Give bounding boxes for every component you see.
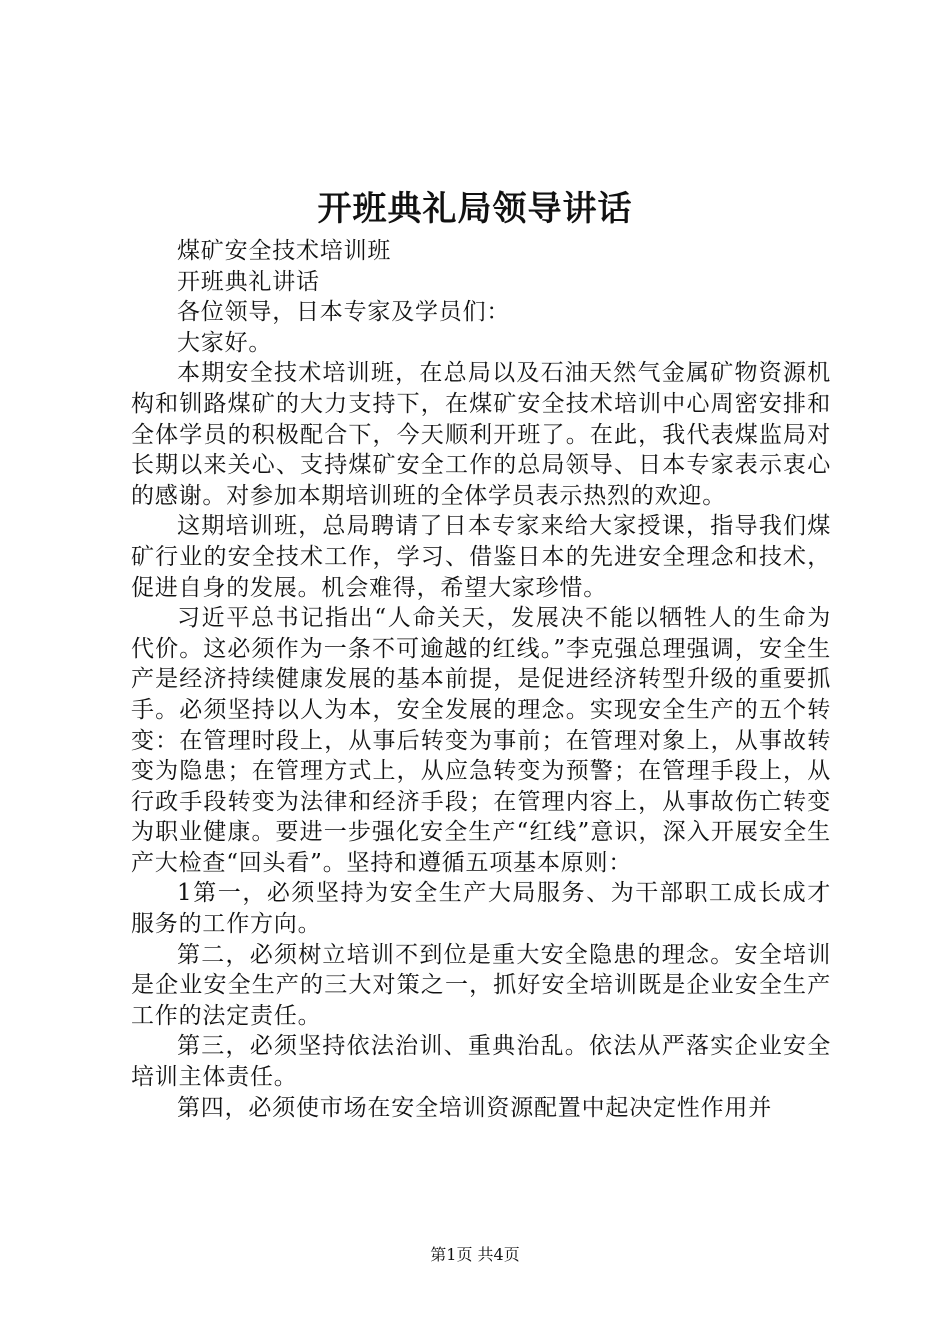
- document-body: [131, 236, 831, 1123]
- paragraph-speech-title: 开班典礼讲话: [177, 268, 320, 295]
- paragraph-principle-3: 第三，必须坚持依法治训、重典治乱。依法从严落实企业安全培训主体责任。: [131, 1033, 831, 1091]
- paragraph-opening: 本期安全技术培训班，在总局以及石油天然气金属矿物资源机构和钏路煤矿的大力支持下，在煤矿安全技术培训中心周密安排和全体学员的积极配合下，今天顺利开班了。在此，我代表煤监局对长期以来关心、支持煤矿安全工作的总局领导、日本专家表示衷心的感谢。对参加本期培训班的全体学员表示热烈的欢迎。: [131, 360, 831, 509]
- paragraph-salutation: 各位领导，日本专家及学员们：: [177, 299, 511, 326]
- paragraph-greeting: 大家好。: [177, 329, 273, 356]
- document-title: 开班典礼局领导讲话: [317, 189, 633, 229]
- paragraph-principle-2: 第二，必须树立培训不到位是重大安全隐患的理念。安全培训是企业安全生产的三大对策之一，抓好安全培训既是企业安全生产工作的法定责任。: [131, 941, 831, 1029]
- paragraph-course-name: 煤矿安全技术培训班: [177, 238, 392, 264]
- paragraph-principle-1: 1第一，必须坚持为安全生产大局服务、为干部职工成长成才服务的工作方向。: [131, 880, 831, 938]
- paragraph-policy: 习近平总书记指出“人命关天，发展决不能以牺牲人的生命为代价。这必须作为一条不可逾越的红线。”李克强总理强调，安全生产是经济持续健康发展的基本前提，是促进经济转型升级的重要抓手。必须坚持以人为本，安全发展的理念。实现安全生产的五个转变：在管理时段上，从事后转变为事前；在管理对象上，从事故转变为隐患；在管理方式上，从应急转变为预警；在管理手段上，从行政手段转变为法律和经济手段；在管理内容上，从事故伤亡转变为职业健康。要进一步强化安全生产“红线”意识，深入开展安全生产大检查“回头看”。坚持和遵循五项基本原则：: [131, 605, 831, 876]
- paragraph-experts: 这期培训班，总局聘请了日本专家来给大家授课，指导我们煤矿行业的安全技术工作，学习、借鉴日本的先进安全理念和技术，促进自身的发展。机会难得，希望大家珍惜。: [131, 513, 831, 601]
- paragraph-principle-4: 第四，必须使市场在安全培训资源配置中起决定性作用并: [177, 1094, 772, 1121]
- page-indicator: 第1页 共4页: [430, 1245, 520, 1264]
